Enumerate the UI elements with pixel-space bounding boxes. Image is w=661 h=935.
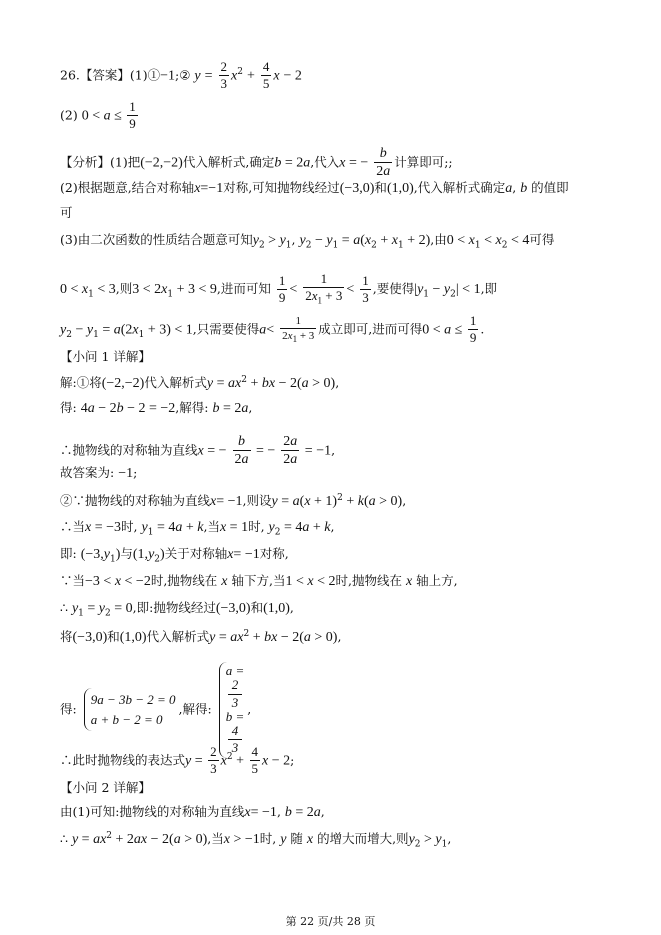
solution-line-1: 解:①将(−2,−2)代入解析式$y = ax^2$ + bx − 2(a > 0), (60, 375, 340, 392)
solution-line-14: ∴ $y = ax^2 + 2ax - 2(a > 0)$,当x > −1时, y 随 x 的增大而增大,则$y_2 > y_1$, (60, 831, 452, 850)
solution-line-7: 即: $(-3,y_1)$与$(1,y_2)$关于对称轴x= −1对称, (60, 546, 289, 565)
solution-line-11: 得: 9a − 3b − 2 = 0 a + b − 2 = 0 ,解得: a = 2 3 b = 4 3 , (60, 662, 251, 758)
solution-line-12: ∴此时抛物线的表达式y = $\frac{2}{3}$ $x^2$ + $\frac{4}{5}$ x − 2; (60, 744, 295, 777)
answer-line: 26.【答案】(1)①−1;② y = $\frac{2}{3}$ $x^2$ + $\frac{4}{5}$ x − 2 (60, 59, 302, 92)
analysis-line-3: (3)由二次函数的性质结合题意可知$y_2 > y_1$, $y_2 - y_1 = a(x_2 + x_1 + 2)$,由$0 < x_1 < x_2 < 4$可得 (60, 232, 555, 251)
section-heading-1: 【小问 1 详解】 (60, 349, 151, 364)
solution-line-2: 得: 4a − 2b − 2 = −2,解得: b = 2a, (60, 400, 253, 416)
solution-line-13: 由(1)可知:抛物线的对称轴为直线x= −1, b = 2a, (60, 804, 325, 820)
solution-line-5: ②∵抛物线的对称轴为直线x= −1,则设$y = a(x + 1)^2 + k(a > 0)$, (60, 493, 407, 510)
analysis-line-4: $0 < x_1 < 3$,则$3 < 2x_1 + 3 < 9$,进而可知 $\frac{1}{9}$ < $\frac{1}{2x_1 + 3}$ < $\frac{1}{3}$ ,要使得$|y_1 - y_2| < 1$,即 (60, 271, 498, 306)
page-footer: 第 22 页/共 28 页 (285, 915, 376, 928)
solution-line-10: 将(−3,0)和(1,0)代入解析式$y = ax^2$ + bx − 2(a > 0), (60, 629, 342, 646)
solution-line-6: ∴当x = −3时, $y_1 = 4a + k$,当x = 1时, $y_2 = 4a + k$, (60, 519, 335, 538)
solution-line-8: ∵当−3 < x < −2时,抛物线在 x 轴下方,当1 < x < 2时,抛物线在 x 轴上方, (60, 573, 458, 589)
analysis-line-5: $y_2 - y_1 = a(2x_1 + 3) < 1$,只需要使得a< $\frac{1}{2x_1 + 3}$ 成立即可,进而可得0 < a ≤ $\frac{1}{9}$ . (60, 313, 485, 346)
solution-system: a = 2 3 b = 4 3 (219, 662, 245, 758)
solution-line-4: 故答案为: −1; (60, 465, 138, 481)
solution-line-9: ∴ $y_1 = y_2 = 0$,即:抛物线经过(−3,0)和(1,0), (60, 600, 294, 619)
answer-part-2: (2) 0 < a ≤ $\frac{1}{9}$ (60, 99, 136, 132)
analysis-line-1: 【分析】(1)把(−2,−2)代入解析式,确定b = 2a,代入x = − $\frac{b}{2a}$ 计算即可;; (60, 146, 453, 180)
solution-line-3: ∴抛物线的对称轴为直线x = − $\frac{b}{2a}$ = − $\frac{2a}{2a}$ = −1, (60, 434, 336, 468)
section-heading-2: 【小问 2 详解】 (60, 780, 151, 795)
analysis-line-2b: 可 (60, 205, 73, 220)
analysis-line-2: (2)根据题意,结合对称轴x=−1对称,可知抛物线经过(−3,0)和(1,0),代入解析式确定a, b 的值即 (60, 180, 569, 196)
equation-system: 9a − 3b − 2 = 0 a + b − 2 = 0 (84, 688, 176, 731)
